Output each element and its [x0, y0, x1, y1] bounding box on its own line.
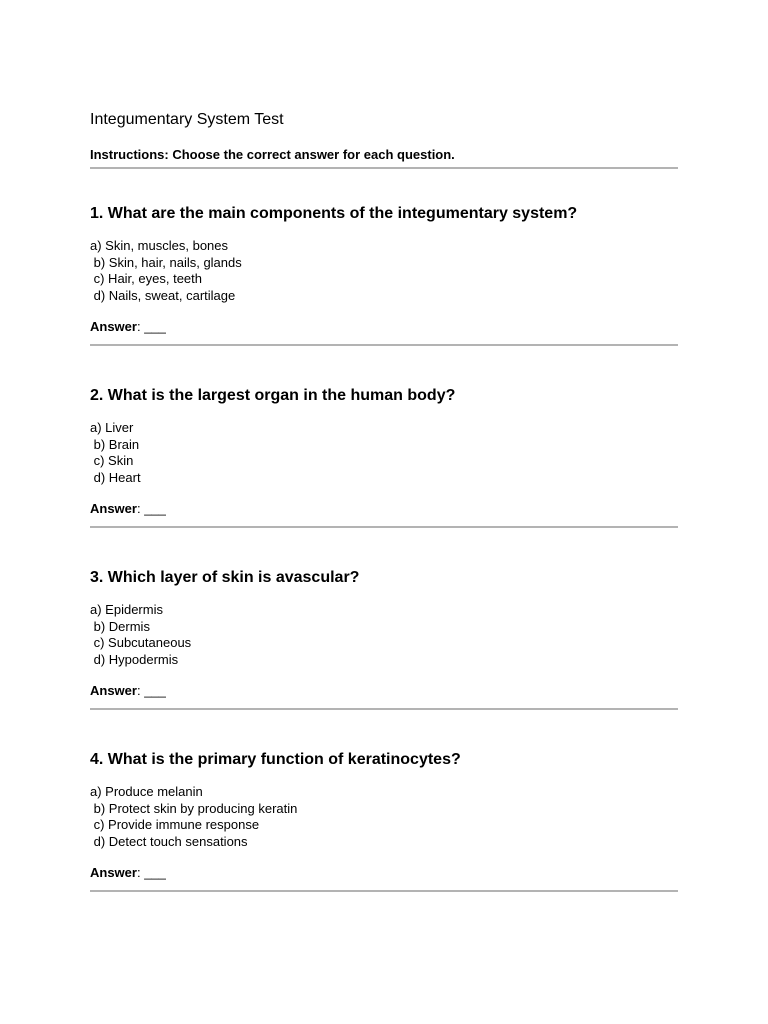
answer-line [90, 319, 166, 335]
answer-blank: : ___ [136, 319, 166, 334]
option-b: b) Skin, hair, nails, glands [90, 254, 242, 270]
document-title: Integumentary System Test [90, 111, 284, 128]
option-c: c) Skin [90, 453, 134, 468]
question-1 [90, 169, 678, 351]
question-text: 1. What are the main components of the integumentary system? [90, 205, 578, 222]
answer-line [90, 683, 166, 699]
option-c: c) Subcutaneous [90, 635, 192, 650]
question-text: 3. Which layer of skin is avascular? [90, 569, 360, 586]
option-b: b) Brain [90, 436, 140, 452]
divider [90, 344, 678, 346]
option-d: d) Detect touch sensations [90, 833, 248, 849]
answer-blank: : ___ [136, 501, 166, 516]
option-a: a) Skin, muscles, bones [90, 238, 229, 253]
divider [90, 708, 678, 710]
answer-label: Answer [90, 501, 137, 516]
divider [90, 890, 678, 892]
question-text: 2. What is the largest organ in the human body? [90, 387, 456, 404]
instructions-text: Instructions: Choose the correct answer for each question. [90, 147, 455, 162]
answer-options [90, 784, 297, 850]
answer-label: Answer [90, 319, 137, 334]
question-2 [90, 351, 678, 533]
test-document [90, 108, 678, 897]
answer-line [90, 501, 166, 517]
option-b: b) Protect skin by producing keratin [90, 800, 298, 816]
option-d: d) Hypodermis [90, 651, 179, 667]
answer-label: Answer [90, 683, 137, 698]
question-text: 4. What is the primary function of keratinocytes? [90, 751, 461, 768]
answer-blank: : ___ [136, 865, 166, 880]
option-d: d) Heart [90, 469, 141, 485]
answer-options [90, 238, 242, 304]
answer-options [90, 602, 191, 668]
answer-options [90, 420, 141, 486]
option-b: b) Dermis [90, 618, 150, 634]
option-d: d) Nails, sweat, cartilage [90, 287, 236, 303]
option-a: a) Liver [90, 420, 134, 435]
question-4 [90, 715, 678, 897]
answer-blank: : ___ [136, 683, 166, 698]
answer-line [90, 865, 166, 881]
divider [90, 526, 678, 528]
option-c: c) Provide immune response [90, 817, 260, 832]
answer-label: Answer [90, 865, 137, 880]
option-a: a) Produce melanin [90, 784, 203, 799]
option-c: c) Hair, eyes, teeth [90, 271, 202, 286]
option-a: a) Epidermis [90, 602, 163, 617]
question-3 [90, 533, 678, 715]
